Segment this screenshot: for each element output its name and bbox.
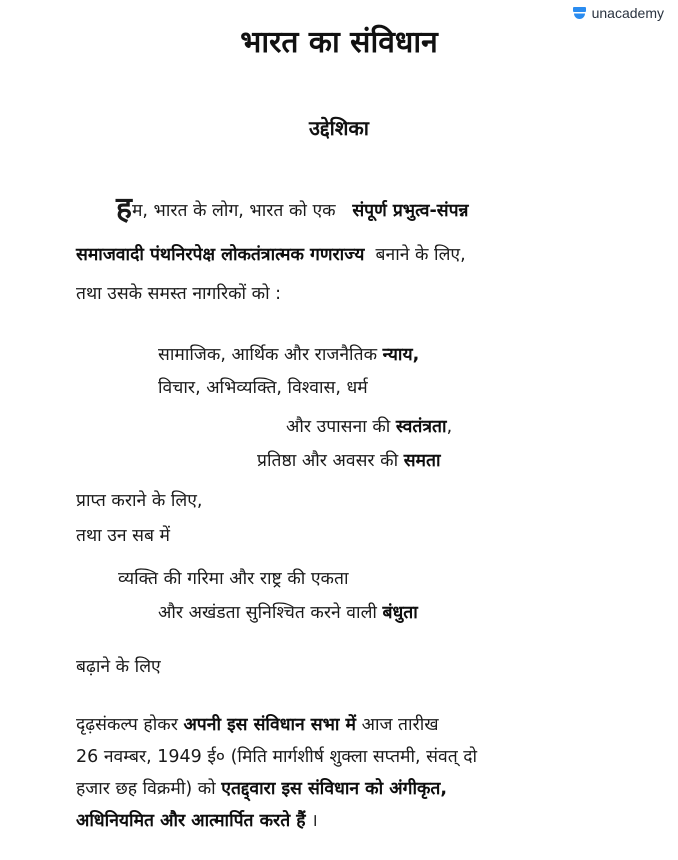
preamble-line-16: अधिनियमित और आत्मार्पित करते हैं ।	[76, 811, 318, 831]
sovereign-text: संपूर्ण प्रभुत्व-संपन्न	[352, 201, 469, 221]
preamble-line-1: हम, भारत के लोग, भारत को एक संपूर्ण प्रभुत्व-संपन्न	[116, 191, 469, 226]
unacademy-brand-text: unacademy	[591, 5, 664, 21]
preamble-line-9: तथा उन सब में	[76, 526, 170, 546]
enact-text: अधिनियमित और आत्मार्पित करते हैं	[76, 811, 306, 831]
drop-cap: ह	[116, 191, 132, 226]
preamble-line-2: समाजवादी पंथनिरपेक्ष लोकतंत्रात्मक गणराज्य बनाने के लिए,	[76, 245, 466, 265]
page-title: भारत का संविधान	[240, 25, 438, 60]
preamble-line-14: 26 नवम्बर, 1949 ई० (मिति मार्गशीर्ष शुक्ला सप्तमी, संवत् दो	[76, 747, 478, 767]
preamble-line-8: प्राप्त कराने के लिए,	[76, 491, 203, 511]
preamble-line-4: सामाजिक, आर्थिक और राजनैतिक न्याय,	[158, 345, 420, 365]
preamble-line-7: प्रतिष्ठा और अवसर की समता	[257, 451, 441, 471]
liberty-text: स्वतंत्रता	[395, 417, 447, 437]
preamble-line-5: विचार, अभिव्यक्ति, विश्वास, धर्म	[158, 378, 368, 398]
unacademy-logo-icon	[572, 6, 587, 21]
adopt-text: एतद्द्वारा इस संविधान को अंगीकृत,	[221, 779, 448, 799]
preamble-line-11: और अखंडता सुनिश्चित करने वाली बंधुता	[158, 603, 418, 623]
equality-text: समता	[403, 451, 441, 471]
justice-text: न्याय,	[382, 345, 420, 365]
assembly-text: अपनी इस संविधान सभा में	[183, 715, 357, 735]
preamble-heading: उद्देशिका	[309, 116, 369, 140]
fraternity-text: बंधुता	[382, 603, 418, 623]
republic-text: समाजवादी पंथनिरपेक्ष लोकतंत्रात्मक गणराज्य	[76, 245, 365, 265]
preamble-line-10: व्यक्ति की गरिमा और राष्ट्र की एकता	[118, 569, 349, 589]
preamble-line-3: तथा उसके समस्त नागरिकों को :	[76, 284, 282, 304]
preamble-line-13: दृढ़संकल्प होकर अपनी इस संविधान सभा में आज तारीख	[76, 715, 439, 735]
preamble-line-12: बढ़ाने के लिए	[76, 657, 161, 677]
preamble-line-15: हजार छह विक्रमी) को एतद्द्वारा इस संविधान को अंगीकृत,	[76, 779, 448, 799]
preamble-line-6: और उपासना की स्वतंत्रता,	[286, 417, 453, 437]
